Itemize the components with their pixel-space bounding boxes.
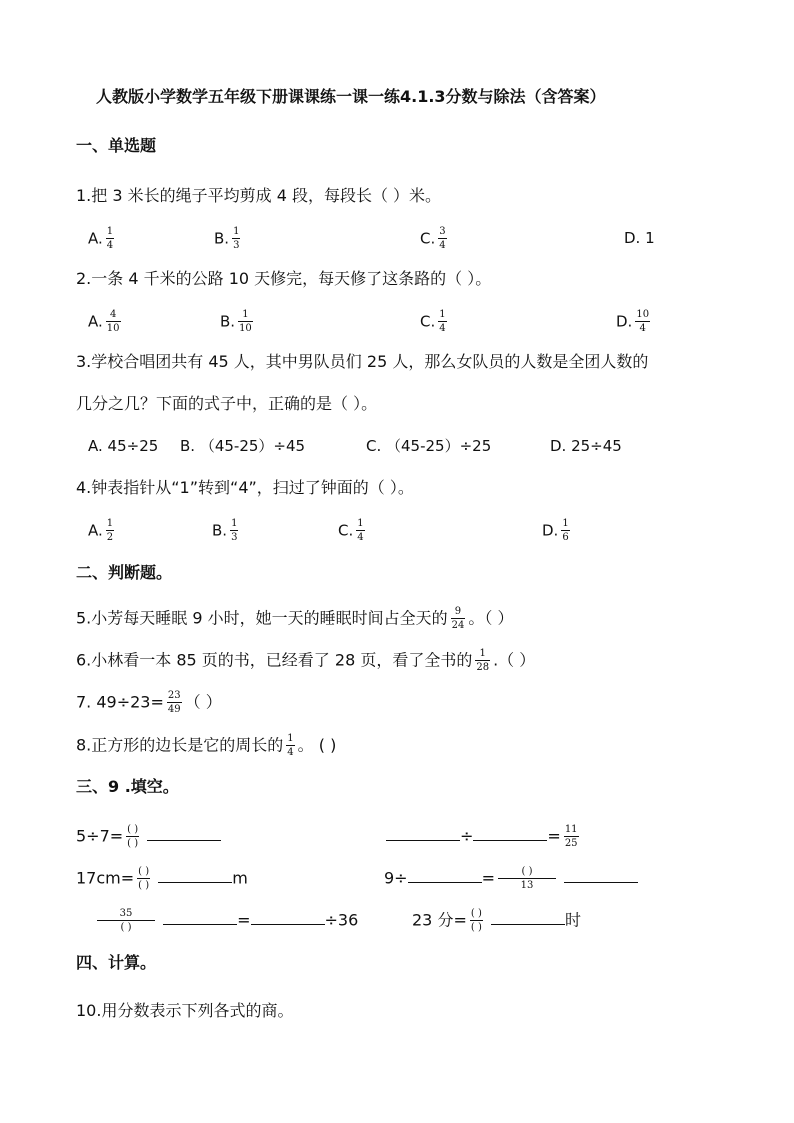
fraction: $\frac{( )}{( )}$: [470, 908, 482, 933]
fraction: $\frac{1}{4}$: [357, 518, 364, 543]
answer-blank[interactable]: [251, 910, 325, 925]
fill-row1-left: 5÷7= $\frac{( )}{( )}$: [76, 824, 221, 849]
question-6: 6.小林看一本 85 页的书，已经看了 28 页，看了全书的 $\frac{1}{28}$ .（ ）: [76, 648, 536, 673]
q3-option-c[interactable]: C. （45-25）÷25: [366, 437, 492, 455]
fraction: $\frac{1}{2}$: [106, 518, 114, 543]
q2-option-d[interactable]: D. $\frac{10}{4}$: [616, 309, 650, 334]
q1-option-b[interactable]: B. $\frac{1}{3}$: [214, 226, 240, 251]
question-3-line-2: 几分之几？下面的式子中，正确的是（ ）。: [76, 394, 378, 413]
fraction: $\frac{( )}{( )}$: [127, 824, 139, 849]
fraction: $\frac{9}{24}$: [451, 606, 465, 631]
fraction: $\frac{( )}{13}$: [498, 866, 556, 891]
answer-blank[interactable]: [147, 826, 221, 841]
fill-row3-left: $\frac{35}{( )}$ = ÷36: [94, 908, 358, 933]
fraction: $\frac{4}{10}$: [106, 309, 120, 334]
fill-row2-left: 17cm= $\frac{( )}{( )}$ m: [76, 866, 248, 891]
section-true-false: 二、判断题。: [76, 563, 173, 582]
fraction: $\frac{( )}{( )}$: [138, 866, 150, 891]
fill-row3-right: 23 分= $\frac{( )}{( )}$ 时: [412, 908, 581, 933]
answer-blank[interactable]: [564, 868, 638, 883]
page-title: 人教版小学数学五年级下册课课练一课一练4.1.3分数与除法（含答案）: [96, 87, 606, 106]
question-5: 5.小芳每天睡眠 9 小时，她一天的睡眠时间占全天的 $\frac{9}{24}$ 。（ ）: [76, 606, 514, 631]
q1-option-c[interactable]: C. $\frac{3}{4}$: [420, 226, 446, 251]
answer-blank[interactable]: [408, 868, 482, 883]
fraction: $\frac{11}{25}$: [564, 824, 578, 849]
fraction: $\frac{1}{28}$: [476, 648, 490, 673]
q3-option-d[interactable]: D. 25÷45: [550, 437, 622, 455]
fraction: $\frac{3}{4}$: [439, 226, 446, 251]
fraction: $\frac{23}{49}$: [167, 690, 181, 715]
q4-option-d[interactable]: D. $\frac{1}{6}$: [542, 518, 569, 543]
question-4: 4.钟表指针从“1”转到“4”，扫过了钟面的（ ）。: [76, 478, 414, 497]
q4-option-b[interactable]: B. $\frac{1}{3}$: [212, 518, 238, 543]
section-calculation: 四、计算。: [76, 953, 157, 972]
question-7: 7. 49÷23= $\frac{23}{49}$ （ ）: [76, 690, 222, 715]
answer-blank[interactable]: [386, 826, 460, 841]
q4-option-a[interactable]: A. $\frac{1}{2}$: [88, 518, 114, 543]
q2-option-b[interactable]: B. $\frac{1}{10}$: [220, 309, 252, 334]
fraction: $\frac{1}{10}$: [239, 309, 252, 334]
fraction: $\frac{1}{3}$: [231, 518, 238, 543]
answer-blank[interactable]: [163, 910, 237, 925]
fraction: $\frac{10}{4}$: [636, 309, 650, 334]
q4-option-c[interactable]: C. $\frac{1}{4}$: [338, 518, 364, 543]
fraction: $\frac{1}{6}$: [562, 518, 569, 543]
q1-option-a[interactable]: A. $\frac{1}{4}$: [88, 226, 114, 251]
fraction: $\frac{1}{4}$: [106, 226, 114, 251]
answer-blank[interactable]: [158, 868, 232, 883]
fill-row2-right: 9÷ = $\frac{( )}{13}$: [384, 866, 638, 891]
fraction: $\frac{1}{4}$: [439, 309, 446, 334]
question-10: 10.用分数表示下列各式的商。: [76, 1001, 294, 1020]
fraction: $\frac{1}{3}$: [233, 226, 240, 251]
question-1: 1.把 3 米长的绳子平均剪成 4 段，每段长（ ）米。: [76, 186, 442, 205]
section-single-choice: 一、单选题: [76, 136, 157, 155]
q1-option-d[interactable]: D. 1: [624, 229, 655, 247]
answer-blank[interactable]: [473, 826, 547, 841]
fraction: $\frac{35}{( )}$: [97, 908, 155, 933]
answer-blank[interactable]: [491, 910, 565, 925]
fill-row1-right: ÷ = $\frac{11}{25}$: [386, 824, 582, 849]
q3-option-b[interactable]: B. （45-25）÷45: [180, 437, 306, 455]
q3-option-a[interactable]: A. 45÷25: [88, 437, 159, 455]
section-fill-blank: 三、9 .填空。: [76, 777, 179, 796]
fraction: $\frac{1}{4}$: [287, 733, 294, 758]
question-8: 8.正方形的边长是它的周长的 $\frac{1}{4}$ 。 ( ): [76, 733, 337, 758]
q2-option-a[interactable]: A. $\frac{4}{10}$: [88, 309, 120, 334]
question-3-line-1: 3.学校合唱团共有 45 人，其中男队员们 25 人，那么女队员的人数是全团人数的: [76, 352, 649, 371]
q2-option-c[interactable]: C. $\frac{1}{4}$: [420, 309, 446, 334]
question-2: 2.一条 4 千米的公路 10 天修完，每天修了这条路的（ ）。: [76, 269, 492, 288]
